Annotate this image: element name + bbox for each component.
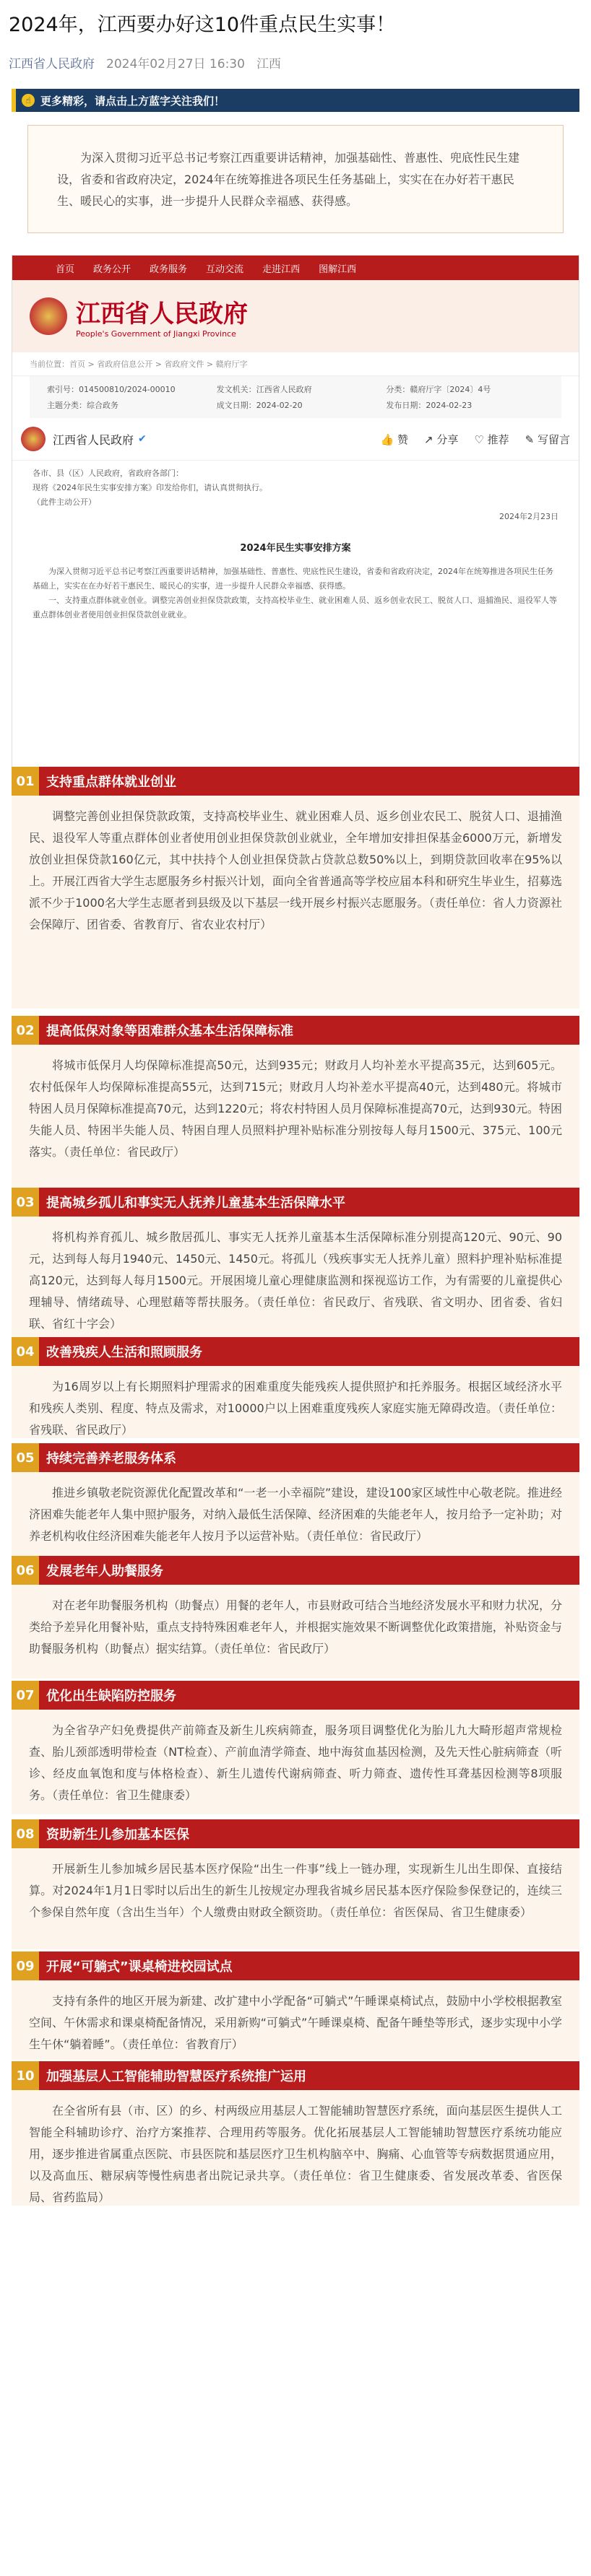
section-number: 05 xyxy=(12,1443,39,1472)
section-number: 08 xyxy=(12,1819,39,1848)
national-emblem-icon xyxy=(30,297,67,335)
section-header xyxy=(12,1951,579,1980)
article-meta xyxy=(9,53,582,71)
section-body: 为16周岁以上有长期照料护理需求的困难重度失能残疾人提供照护和托养服务。根据区域经济水平和残疾人类别、程度、特点及需求，对10000户以上困难重度残疾人家庭实施无障碍改造。（责任单位：省残联、省民政厅） xyxy=(12,1366,579,1438)
section-title: 持续完善养老服务体系 xyxy=(46,1451,176,1466)
doc-info-item: 发布日期：2024-02-23 xyxy=(386,401,473,410)
doc-body-line: （此件主动公开） xyxy=(33,497,96,507)
section-header xyxy=(12,1188,579,1217)
doc-top-nav xyxy=(12,256,579,280)
doc-nav-item: 走进江西 xyxy=(262,264,301,275)
section-header xyxy=(12,1443,579,1472)
recommend-button[interactable]: ♡ 推荐 xyxy=(474,432,509,446)
section-title: 开展“可躺式”课桌椅进校园试点 xyxy=(46,1959,233,1975)
section-number: 03 xyxy=(12,1188,39,1217)
doc-site-name: 江西省人民政府 xyxy=(76,300,248,328)
section-body: 推进乡镇敬老院资源优化配置改革和“一老一小幸福院”建设，建设100家区域性中心敬老院。推进经济困难失能老年人集中照护服务，对纳入最低生活保障、经济困难的失能老年人，按月给予一定补助；对养老机构收住经济困难失能老年人按月予以运营补贴。（责任单位：省民政厅） xyxy=(12,1472,579,1566)
section-10 xyxy=(12,2061,579,2206)
article-title: 2024年，江西要办好这10件重点民生实事！ xyxy=(9,14,396,36)
section-title: 提高城乡孤儿和事实无人抚养儿童基本生活保障水平 xyxy=(46,1196,345,1211)
doc-body-line: 各市、县（区）人民政府，省政府各部门： xyxy=(33,469,184,478)
section-body: 对在老年助餐服务机构（助餐点）用餐的老年人，市县财政可结合当地经济发展水平和财力状况，分类给予差异化用餐补贴，重点支持特殊困难老年人，并根据实施效果不断调整优化政策措施，补贴资金与助餐服务机构（助餐点）据实结算。（责任单位：省民政厅） xyxy=(12,1585,579,1679)
doc-info-grid xyxy=(30,376,561,418)
share-label: 分享 xyxy=(436,432,459,446)
section-title: 提高低保对象等困难群众基本生活保障标准 xyxy=(46,1024,293,1039)
section-title: 优化出生缺陷防控服务 xyxy=(46,1689,176,1704)
publish-location: 江西 xyxy=(256,57,281,71)
doc-body-line: 一、支持重点群体就业创业。调整完善创业担保贷款政策，支持高校毕业生、就业困难人员、返乡创业农民工、脱贫人口、退捕渔民、退役军人等重点群体创业者使用创业担保贷款创业就业。 xyxy=(33,596,557,619)
doc-date: 2024年2月23日 xyxy=(499,512,558,521)
doc-nav-item: 图解江西 xyxy=(319,264,357,275)
follow-bar-text: 更多精彩，请点击上方蓝字关注我们！ xyxy=(40,94,225,108)
article-header xyxy=(0,0,591,71)
pointing-hand-icon: ☝ xyxy=(22,94,35,107)
section-07 xyxy=(12,1681,579,1814)
section-title: 改善残疾人生活和照顾服务 xyxy=(46,1345,202,1360)
section-header xyxy=(12,767,579,796)
section-body: 支持有条件的地区开展为新建、改扩建中小学配备“可躺式”午睡课桌椅试点，鼓励中小学校根据教室空间、午休需求和课桌椅配备情况，采用新购“可躺式”午睡课桌椅、配备午睡垫等形式，逐步实现中小学生午休“躺着睡”。（责任单位：省教育厅） xyxy=(12,1980,579,2060)
section-number: 01 xyxy=(12,767,39,796)
section-number: 10 xyxy=(12,2061,39,2090)
doc-actions xyxy=(381,432,570,447)
source-account-link[interactable]: 江西省人民政府 xyxy=(9,57,95,71)
section-08 xyxy=(12,1819,579,1949)
like-button[interactable]: 👍 赞 xyxy=(380,432,409,446)
doc-info-item: 索引号：014500810/2024-00010 xyxy=(47,385,176,394)
doc-nav-item: 首页 xyxy=(56,264,75,275)
section-body: 将城市低保月人均保障标准提高50元，达到935元；财政月人均补差水平提高35元，达到605元。农村低保年人均保障标准提高55元，达到715元；财政月人均补差水平提高40元，达到480元。将城市特困人员月保障标准提高70元，达到1220元；将农村特困人员月保障标准提高70元，达到930元。特困失能人员、特困半失能人员、特困自理人员照料护理补贴标准分别按每人每月1500元、375元、100元落实。（责任单位：省民政厅） xyxy=(12,1045,579,1188)
section-09 xyxy=(12,1951,579,2060)
section-header xyxy=(12,1337,579,1366)
section-title: 加强基层人工智能辅助智慧医疗系统推广运用 xyxy=(46,2069,306,2084)
section-header xyxy=(12,1016,579,1045)
section-body: 开展新生儿参加城乡居民基本医疗保险“出生一件事”线上一链办理，实现新生儿出生即保、直接结算。对2024年1月1日零时以后出生的新生儿按规定办理我省城乡居民基本医疗保险参保登记的，连续三个参保自然年度（含出生当年）个人缴费由财政全额资助。（责任单位：省医保局、省卫生健康委） xyxy=(12,1848,579,1949)
section-01 xyxy=(12,767,579,1009)
doc-info-item: 成文日期：2024-02-20 xyxy=(216,401,303,410)
section-header xyxy=(12,1819,579,1848)
doc-nav-item: 互动交流 xyxy=(206,264,244,275)
doc-nav-item: 政务服务 xyxy=(150,264,188,275)
section-body: 调整完善创业担保贷款政策，支持高校毕业生、就业困难人员、返乡创业农民工、脱贫人口、退捕渔民、退役军人等重点群体创业者使用创业担保贷款创业就业，全年增加安排担保基金6000万元，新增发放创业担保贷款160亿元，其中扶持个人创业担保贷款占贷款总数50%以上，到期贷款回收率在95%以上。开展江西省大学生志愿服务乡村振兴计划，面向全省普通高等学校应届本科和研究生毕业生，招募选派不少于1000名大学生志愿者到县级及以下基层一线开展乡村振兴志愿服务。（责任单位：省人力资源社会保障厅、团省委、省教育厅、省农业农村厅） xyxy=(12,796,579,1009)
section-body: 为全省孕产妇免费提供产前筛查及新生儿疾病筛查，服务项目调整优化为胎儿九大畸形超声常规检查、胎儿颈部透明带检查（NT检查）、产前血清学筛查、地中海贫血基因检测，及先天性心脏病筛查（听诊、经皮血氧饱和度与体格检查）、新生儿遗传代谢病筛查、听力筛查、遗传性耳聋基因检测等8项服务。（责任单位：省卫生健康委） xyxy=(12,1710,579,1814)
section-title: 资助新生儿参加基本医保 xyxy=(46,1827,189,1842)
follow-bar xyxy=(12,89,579,112)
comment-label: 写留言 xyxy=(537,432,570,446)
verified-icon: ✔ xyxy=(138,433,147,445)
section-header xyxy=(12,1681,579,1710)
doc-info-item: 分类：赣府厅字〔2024〕4号 xyxy=(386,385,491,394)
recommend-label: 推荐 xyxy=(487,432,509,446)
section-title: 发展老年人助餐服务 xyxy=(46,1564,163,1579)
like-label: 赞 xyxy=(397,432,409,446)
section-header xyxy=(12,2061,579,2090)
publish-datetime: 2024年02月27日 16:30 xyxy=(106,57,245,71)
section-header xyxy=(12,1556,579,1585)
doc-account-bar xyxy=(12,418,579,461)
doc-site-en: People's Government of Jiangxi Province xyxy=(76,329,236,339)
section-06 xyxy=(12,1556,579,1679)
share-button[interactable]: ↗ 分享 xyxy=(424,432,459,446)
doc-info-item: 主题分类：综合政务 xyxy=(47,401,118,410)
account-name[interactable]: 江西省人民政府 xyxy=(53,432,134,447)
doc-breadcrumb: 当前位置：首页 > 省政府信息公开 > 省政府文件 > 赣府厅字 xyxy=(12,352,579,376)
section-number: 09 xyxy=(12,1951,39,1980)
section-number: 04 xyxy=(12,1337,39,1366)
intro-paragraph: 为深入贯彻习近平总书记考察江西重要讲话精神，加强基础性、普惠性、兜底性民生建设，省委和省政府决定，2024年在统筹推进各项民生任务基础上，实实在在办好若干惠民生、暖民心的实事，进一步提升人民群众幸福感、获得感。 xyxy=(27,125,564,233)
section-number: 06 xyxy=(12,1556,39,1585)
section-number: 02 xyxy=(12,1016,39,1045)
doc-body xyxy=(12,461,579,628)
doc-banner xyxy=(12,280,579,352)
section-number: 07 xyxy=(12,1681,39,1710)
account-avatar[interactable] xyxy=(21,427,46,451)
doc-plan-title: 2024年民生实事安排方案 xyxy=(240,543,351,554)
section-03 xyxy=(12,1188,579,1343)
doc-info-item: 发文机关：江西省人民政府 xyxy=(216,385,312,394)
section-body: 将机构养育孤儿、城乡散居孤儿、事实无人抚养儿童基本生活保障标准分别提高120元、90元、90元，达到每人每月1940元、1450元、1450元。将孤儿（残疾事实无人抚养儿童）照料护理补贴标准提高120元，达到每人每月1500元。开展困境儿童心理健康监测和探视巡访工作，为有需要的儿童提供心理辅导、情绪疏导、心理慰藉等帮扶服务。（责任单位：省民政厅、省残联、省文明办、团省委、省妇联、省红十字会） xyxy=(12,1217,579,1343)
doc-nav-item: 政务公开 xyxy=(93,264,131,275)
section-02 xyxy=(12,1016,579,1188)
doc-body-line: 为深入贯彻习近平总书记考察江西重要讲话精神，加强基础性、普惠性、兜底性民生建设，省委和省政府决定，2024年在统筹推进各项民生任务基础上，实实在在办好若干惠民生、暖民心的实事，进一步提升人民群众幸福感、获得感。 xyxy=(33,567,553,591)
section-05 xyxy=(12,1443,579,1566)
section-title: 支持重点群体就业创业 xyxy=(46,775,176,790)
section-04 xyxy=(12,1337,579,1438)
doc-body-line: 现将《2024年民生实事安排方案》印发给你们，请认真贯彻执行。 xyxy=(33,483,267,492)
comment-button[interactable]: ✎ 写留言 xyxy=(525,432,570,446)
section-body: 在全省所有县（市、区）的乡、村两级应用基层人工智能辅助智慧医疗系统，面向基层医生提供人工智能全科辅助诊疗、治疗方案推荐、合理用药等服务。优化拓展基层人工智能辅助智慧医疗系统功能应用，逐步推进省属重点医院、市县医院和基层医疗卫生机构脑卒中、胸痛、心血管等专病数据贯通应用，以及高血压、糖尿病等慢性病患者出院记录共享。（责任单位：省卫生健康委、省发展改革委、省医保局、省药监局） xyxy=(12,2090,579,2206)
